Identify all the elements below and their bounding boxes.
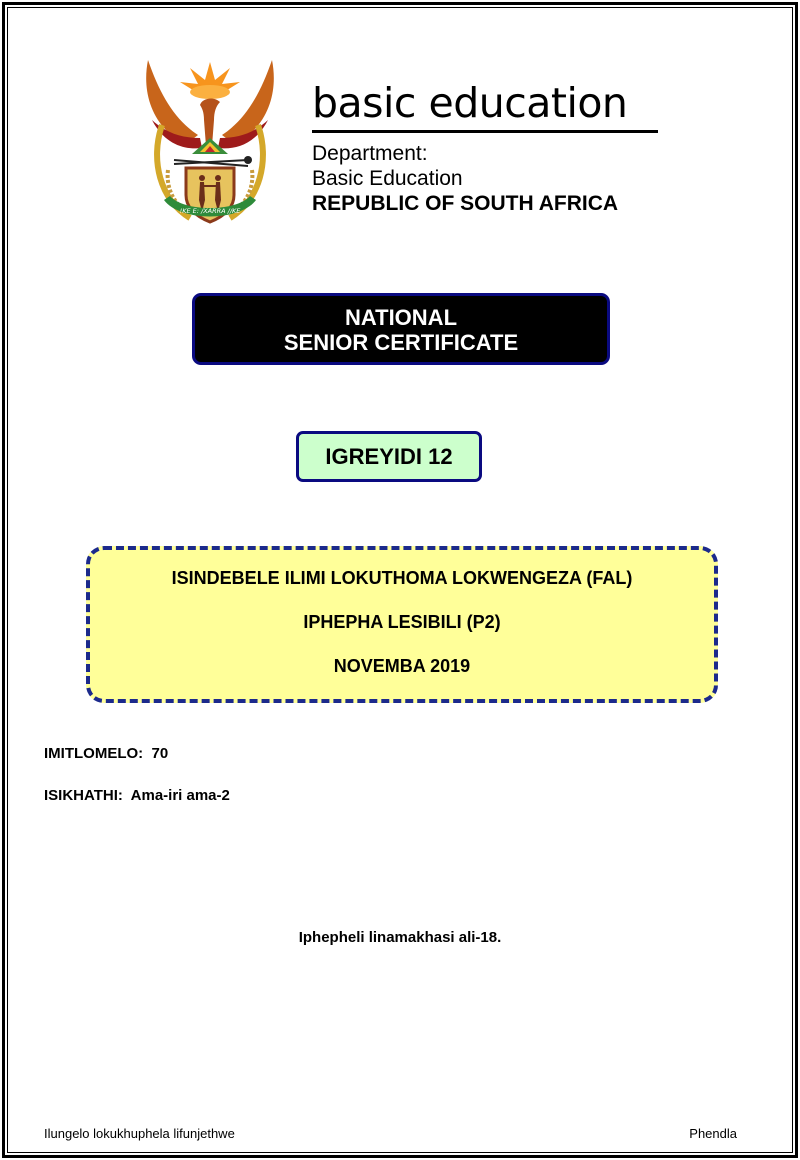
department-branding bbox=[312, 80, 658, 216]
subject-panel bbox=[86, 546, 718, 703]
subject-title: ISINDEBELE ILIMI LOKUTHOMA LOKWENGEZA (FAL) bbox=[171, 568, 633, 588]
copyright-notice: Ilungelo lokukhuphela lifunjethwe bbox=[44, 1126, 235, 1141]
certificate-line-2: SENIOR CERTIFICATE bbox=[283, 330, 519, 355]
grade-badge: IGREYIDI 12 bbox=[296, 431, 482, 482]
total-marks: IMITLOMELO: 70 bbox=[44, 745, 169, 762]
svg-text:!KE E: /XARRA //KE: !KE E: /XARRA //KE bbox=[179, 207, 241, 215]
certificate-line-1: NATIONAL bbox=[344, 305, 458, 330]
brand-title: basic education bbox=[312, 79, 628, 127]
brand-divider bbox=[312, 130, 658, 133]
coat-of-arms-icon bbox=[140, 50, 280, 230]
turn-over-note: Phendla bbox=[689, 1126, 737, 1141]
department-label: Department: bbox=[312, 142, 428, 165]
department-name: Basic Education bbox=[312, 167, 463, 190]
certificate-banner bbox=[192, 293, 610, 365]
exam-duration: ISIKHATHI: Ama-iri ama-2 bbox=[44, 787, 230, 804]
paper-number: IPHEPHA LESIBILI (P2) bbox=[303, 612, 501, 632]
exam-session: NOVEMBA 2019 bbox=[333, 656, 471, 676]
page-count-note: Iphepheli linamakhasi ali-18. bbox=[298, 929, 502, 946]
country-name: REPUBLIC OF SOUTH AFRICA bbox=[312, 192, 619, 215]
